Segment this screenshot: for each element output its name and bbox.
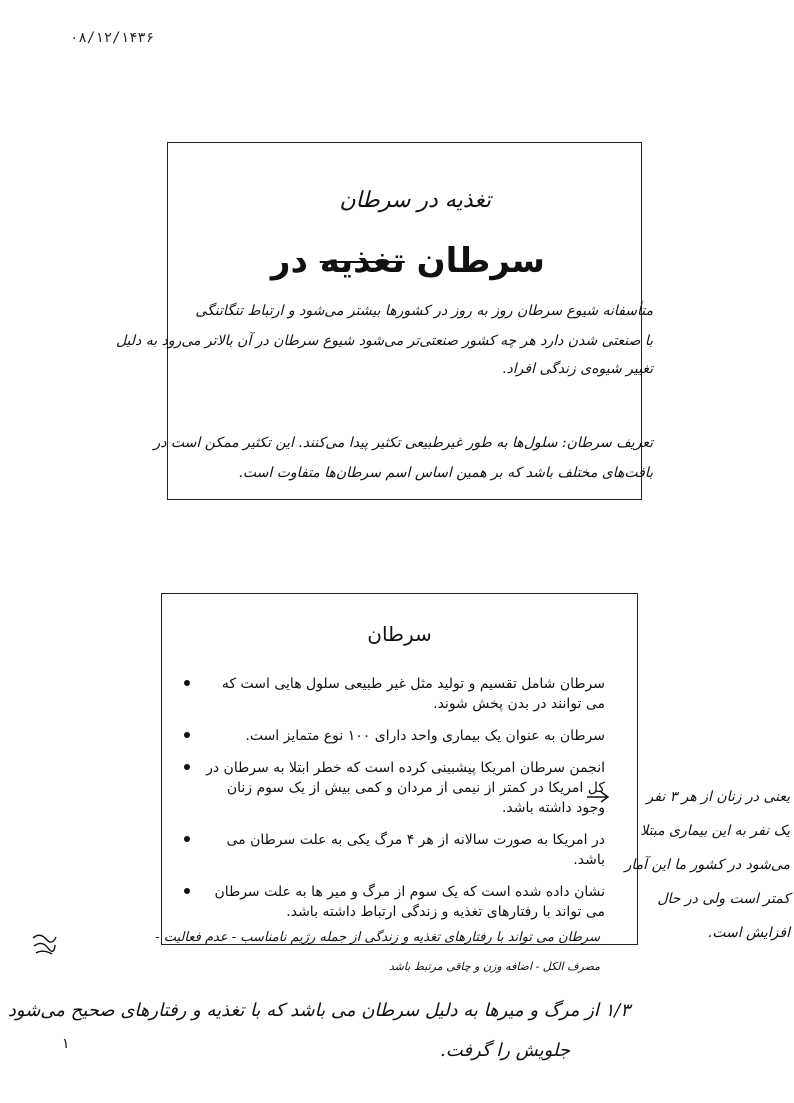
slide-1-line: تغییر شیوه‌ی زندگی افراد. [502,361,653,377]
bullet-dot-icon [184,836,190,842]
slide-2-title: سرطان [367,622,432,646]
handwritten-note-line: مصرف الکل - اضافه وزن و چاقی مرتبط باشد [388,960,600,973]
bullet-item: در امریکا به صورت سالانه از هر ۴ مرگ یکی به علت سرطان می باشد. [184,830,605,870]
margin-note-line: یک نفر به این بیماری مبتلا [640,823,790,839]
bullet-item: سرطان شامل تقسیم و تولید مثل غیر طبیعی سلول هایی است که می توانند در بدن پخش شوند. [184,674,605,714]
bullet-dot-icon [184,764,190,770]
bullet-list [184,674,605,934]
bullet-dot-icon [184,680,190,686]
margin-note [600,780,790,950]
bullet-dot-icon [184,732,190,738]
bullet-item: سرطان به عنوان یک بیماری واحد دارای ۱۰۰ نوع متمایز است. [184,726,605,746]
slide-1-heading [271,241,545,281]
slide-1-line: با صنعتی شدن دارد هر چه کشور صنعتی‌تر می‌شود شیوع سرطان در آن بالاتر می‌رود به دلیل [115,333,653,349]
scribble-icon [30,930,58,958]
margin-note-line: کمتر است ولی در حال [657,891,790,907]
date-stamp: ۰۸/۱۲/۱۴۳۶ [70,30,155,46]
slide-1-line: تعریف سرطان: سلول‌ها به طور غیرطبیعی تکثیر پیدا می‌کنند. این تکثیر ممکن است در [153,435,653,451]
slide-1 [115,142,653,500]
margin-note-line: افزایش است. [707,925,790,941]
slide-2 [161,593,638,945]
margin-note-line: می‌شود در کشور ما این آمار [624,857,790,873]
heading-struck-word: تغذیه [319,241,405,281]
slide-1-line: متأسفانه شیوع سرطان روز به روز در کشورها بیشتر می‌شود و ارتباط تنگاتنگی [195,303,653,319]
bullet-item: نشان داده شده است که یک سوم از مرگ و میر ها به علت سرطان می تواند با رفتارهای تغذیه و زندگی ارتباط داشته باشد. [184,882,605,922]
bullet-dot-icon [184,888,190,894]
slide-1-line: بافت‌های مختلف باشد که بر همین اساس اسم سرطان‌ها متفاوت است. [238,465,653,481]
margin-note-line: یعنی در زنان از هر ۳ نفر [646,789,790,805]
bullet-item: انجمن سرطان امریکا پیشبینی کرده است که خطر ابتلا به سرطان در کل امریکا در کمتر از نیمی از مردان و کمی بیش از یک سوم زنان وجود داشته باشد. [184,758,605,818]
handwritten-note-line: سرطان می تواند با رفتارهای تغذیه و زندگی از جمله رژیم نامناسب - عدم فعالیت - [155,930,600,945]
handwritten-title: تغذیه در سرطان [339,188,491,213]
handwritten-summary-line: ۱/۳ از مرگ و میرها به دلیل سرطان می باشد که با تغذیه و رفتارهای صحیح می‌شود [7,1000,630,1021]
page-number: ۱ [62,1036,70,1052]
heading-prefix: سرطان [416,241,545,281]
heading-suffix: در [270,241,308,281]
handwritten-summary-line: جلویش را گرفت. [440,1040,570,1061]
